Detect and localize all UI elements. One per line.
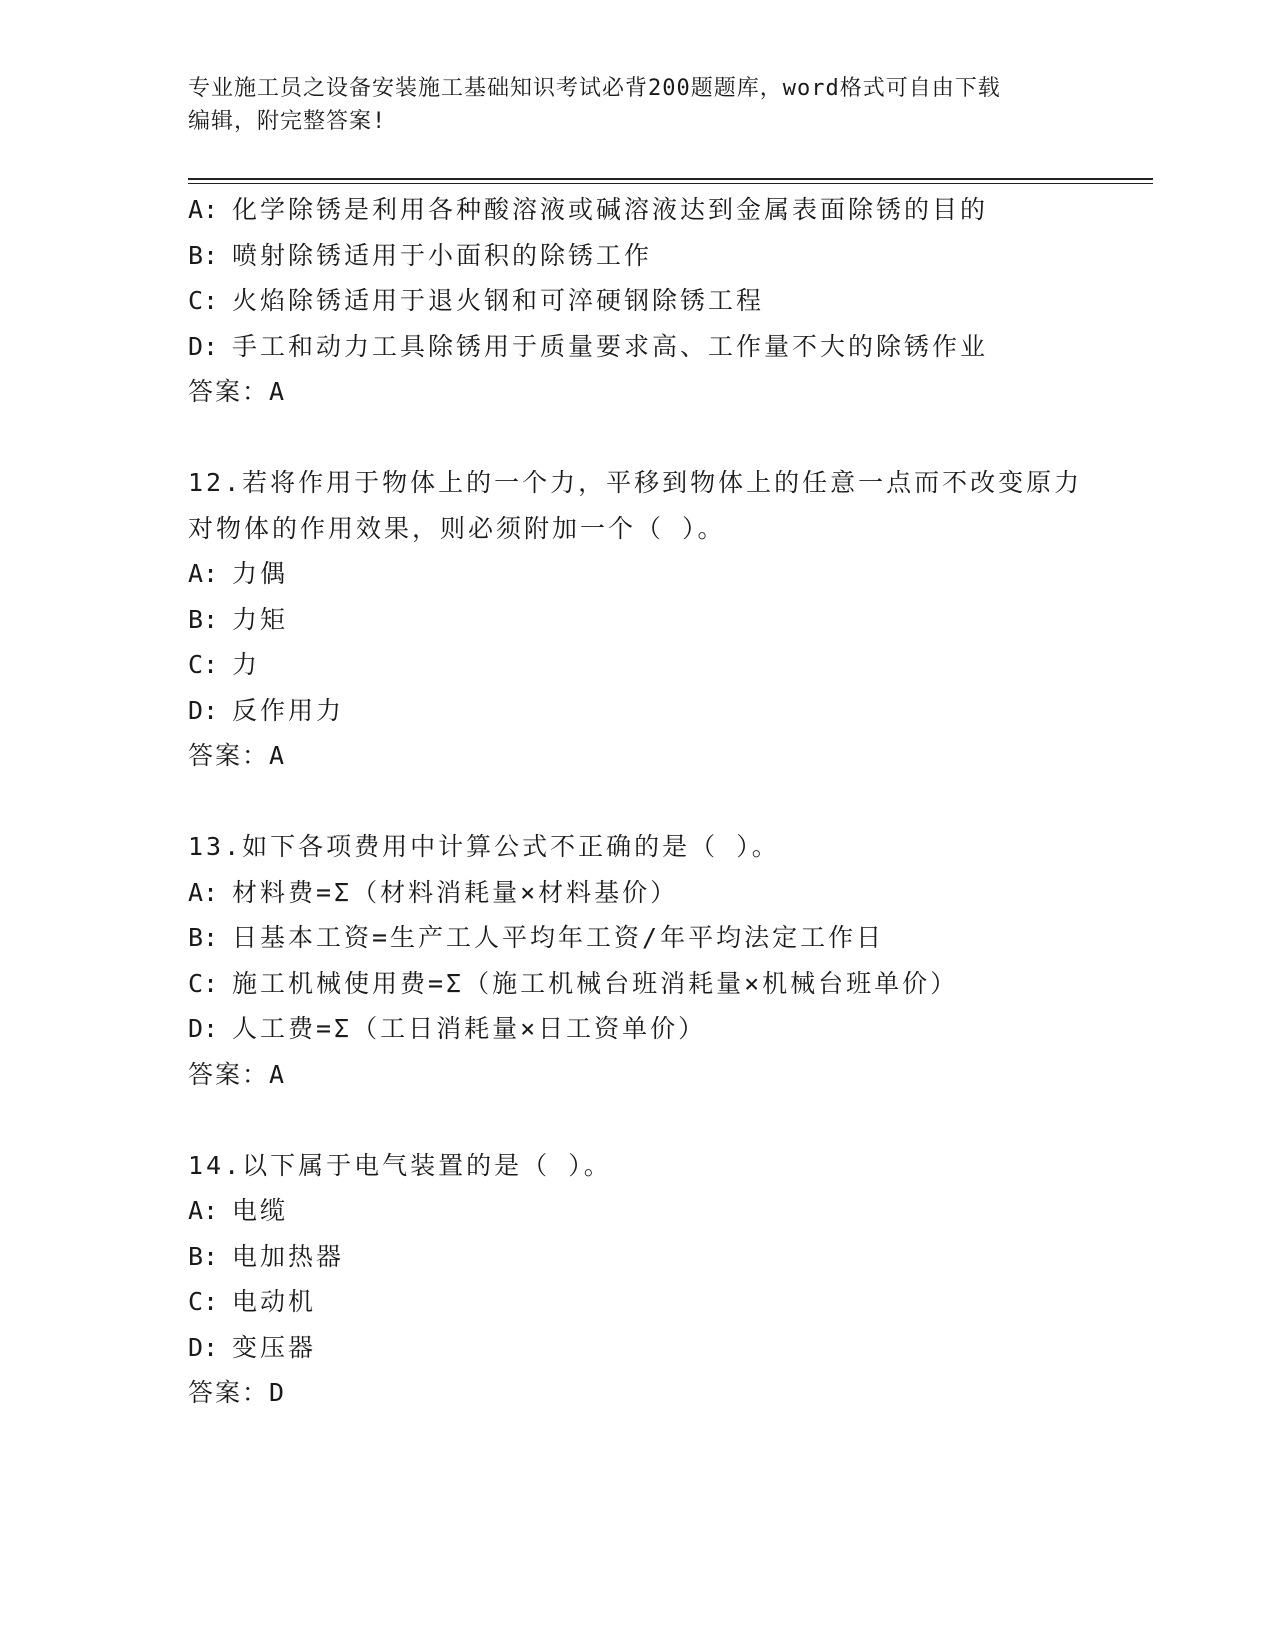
option-d (188, 324, 1108, 370)
option-a (188, 187, 1108, 233)
option-label: B: (188, 604, 219, 634)
option-text: 材料费=Σ（材料消耗量×材料基价） (232, 877, 679, 907)
question-14 (188, 1143, 1108, 1416)
option-text: 力矩 (232, 604, 289, 634)
option-label: D: (188, 695, 219, 725)
question-13 (188, 824, 1108, 1097)
option-label: A: (188, 195, 219, 224)
question-stem-12: 12.若将作用于物体上的一个力，平移到物体上的任意一点而不改变原力对物体的作用效果，则必须附加一个（ ）。 (188, 468, 1083, 543)
header-divider-thin (188, 183, 1153, 184)
option-label: C: (188, 968, 219, 998)
question-11 (188, 187, 1108, 415)
option-b (188, 597, 1108, 643)
option-b (188, 233, 1108, 279)
option-text: 变压器 (232, 1332, 317, 1362)
option-text: 反作用力 (232, 695, 345, 725)
option-text: 人工费=Σ（工日消耗量×日工资单价） (232, 1014, 707, 1043)
option-text: 电动机 (232, 1287, 317, 1316)
option-text: 电缆 (232, 1196, 289, 1225)
option-b (188, 915, 1108, 961)
option-label: D: (188, 1332, 219, 1362)
option-d (188, 1006, 1108, 1052)
option-text: 施工机械使用费=Σ（施工机械台班消耗量×机械台班单价） (232, 968, 959, 998)
option-d (188, 688, 1108, 734)
option-text: 电加热器 (232, 1241, 345, 1271)
option-label: C: (188, 650, 219, 679)
question-stem-13: 13.如下各项费用中计算公式不正确的是（ ）。 (188, 832, 780, 861)
header-title-line2: 编辑，附完整答案! (188, 109, 387, 134)
option-b (188, 1234, 1108, 1280)
option-label: C: (188, 1287, 219, 1316)
option-c (188, 1279, 1108, 1325)
option-text: 喷射除锈适用于小面积的除锈工作 (232, 240, 653, 270)
question-12 (188, 460, 1108, 779)
option-label: B: (188, 1241, 219, 1271)
option-label: B: (188, 240, 219, 270)
document-header (188, 72, 1088, 138)
option-a (188, 870, 1108, 916)
option-label: D: (188, 331, 219, 361)
header-title-line1: 专业施工员之设备安装施工基础知识考试必背200题题库，word格式可自由下载 (188, 76, 1001, 101)
option-a (188, 1188, 1108, 1234)
option-text: 手工和动力工具除锈用于质量要求高、工作量不大的除锈作业 (232, 331, 989, 361)
option-text: 力 (232, 650, 261, 679)
question-list (188, 187, 1108, 1416)
option-label: B: (188, 923, 219, 952)
option-text: 力偶 (232, 559, 289, 588)
answer-12: 答案：A (188, 741, 287, 770)
option-label: D: (188, 1014, 219, 1043)
option-text: 日基本工资=生产工人平均年工资/年平均法定工作日 (232, 923, 885, 952)
option-text: 化学除锈是利用各种酸溶液或碱溶液达到金属表面除锈的目的 (232, 195, 989, 224)
option-c (188, 642, 1108, 688)
option-label: A: (188, 559, 219, 588)
option-label: A: (188, 877, 219, 907)
answer-14: 答案：D (188, 1378, 287, 1407)
question-stem-14: 14.以下属于电气装置的是（ ）。 (188, 1150, 612, 1180)
option-text: 火焰除锈适用于退火钢和可淬硬钢除锈工程 (232, 286, 765, 315)
option-c (188, 961, 1108, 1007)
option-label: C: (188, 286, 219, 315)
option-label: A: (188, 1196, 219, 1225)
option-d (188, 1325, 1108, 1371)
answer-13: 答案：A (188, 1059, 287, 1089)
answer-11: 答案：A (188, 377, 287, 406)
option-c (188, 278, 1108, 324)
header-divider-thick (188, 178, 1153, 180)
option-a (188, 551, 1108, 597)
